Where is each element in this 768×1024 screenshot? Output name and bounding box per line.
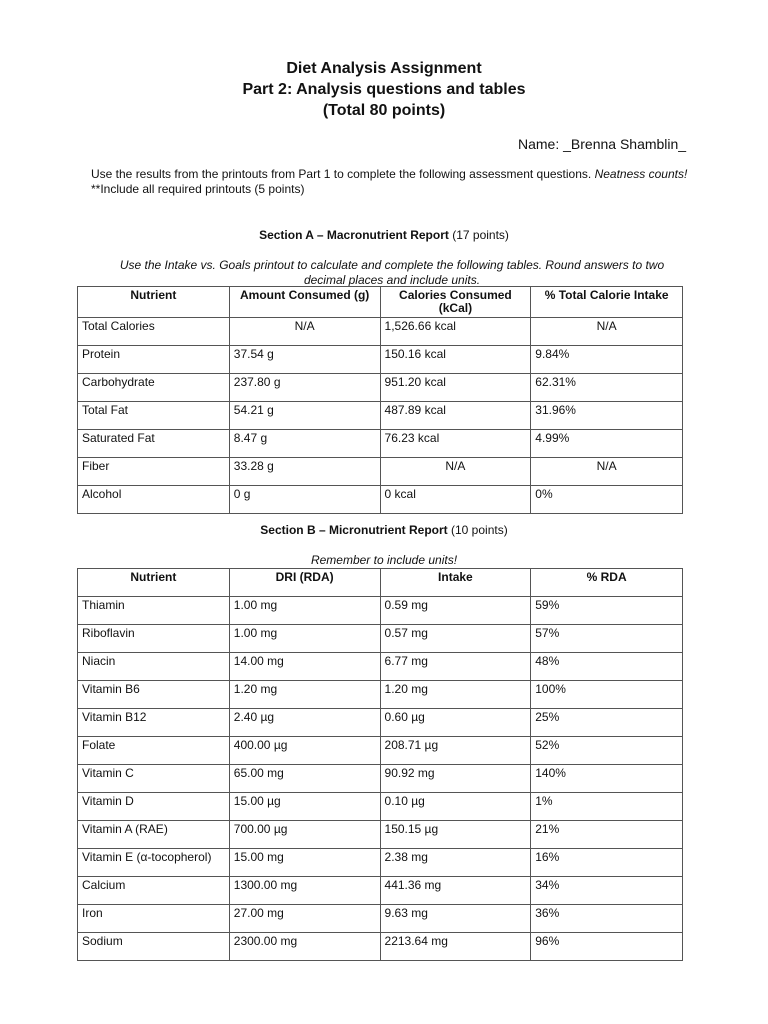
- column-header: Intake: [380, 569, 531, 597]
- total-points: (Total 80 points): [322, 102, 446, 119]
- table-row: [78, 486, 683, 514]
- table-cell: 1%: [531, 793, 683, 821]
- table-cell: Calcium: [78, 877, 230, 905]
- table-row: [78, 877, 683, 905]
- table-cell: 487.89 kcal: [380, 402, 531, 430]
- table-row: [78, 597, 683, 625]
- section-b-note: Remember to include units!: [310, 553, 458, 567]
- micronutrient-table: [77, 568, 683, 961]
- table-row: [78, 318, 683, 346]
- table-cell: 76.23 kcal: [380, 430, 531, 458]
- document-title: Diet Analysis Assignment: [286, 60, 482, 77]
- document-subtitle: Part 2: Analysis questions and tables: [242, 81, 526, 98]
- table-cell: 150.15 µg: [380, 821, 531, 849]
- table-cell: 36%: [531, 905, 683, 933]
- column-header: % RDA: [531, 569, 683, 597]
- table-row: [78, 430, 683, 458]
- table-cell: Folate: [78, 737, 230, 765]
- table-cell: 2.38 mg: [380, 849, 531, 877]
- table-row: [78, 346, 683, 374]
- table-cell: 54.21 g: [229, 402, 380, 430]
- table-row: [78, 765, 683, 793]
- table-row: [78, 625, 683, 653]
- table-cell: Fiber: [78, 458, 230, 486]
- table-cell: 96%: [531, 933, 683, 961]
- table-cell: 25%: [531, 709, 683, 737]
- table-cell: Total Calories: [78, 318, 230, 346]
- table-cell: 1,526.66 kcal: [380, 318, 531, 346]
- section-b-points: (10 points): [451, 523, 508, 537]
- table-cell: 0.10 µg: [380, 793, 531, 821]
- table-cell: 37.54 g: [229, 346, 380, 374]
- table-cell: 0 g: [229, 486, 380, 514]
- table-cell: 0%: [531, 486, 683, 514]
- table-cell: Riboflavin: [78, 625, 230, 653]
- table-cell: Vitamin D: [78, 793, 230, 821]
- table-cell: 208.71 µg: [380, 737, 531, 765]
- table-cell: Vitamin B12: [78, 709, 230, 737]
- table-row: [78, 653, 683, 681]
- table-cell: 57%: [531, 625, 683, 653]
- table-row: [78, 374, 683, 402]
- macronutrient-table: [77, 286, 683, 514]
- table-cell: 1.20 mg: [380, 681, 531, 709]
- table-cell: 1300.00 mg: [229, 877, 380, 905]
- table-cell: 4.99%: [531, 430, 683, 458]
- table-row: [78, 821, 683, 849]
- table-cell: Vitamin C: [78, 765, 230, 793]
- title-block: [0, 58, 768, 121]
- table-cell: Niacin: [78, 653, 230, 681]
- table-cell: Carbohydrate: [78, 374, 230, 402]
- table-cell: 6.77 mg: [380, 653, 531, 681]
- table-cell: 34%: [531, 877, 683, 905]
- table-row: [78, 793, 683, 821]
- section-a-points: (17 points): [452, 228, 509, 242]
- section-b-title: Section B – Micronutrient Report: [260, 523, 448, 537]
- table-cell: Saturated Fat: [78, 430, 230, 458]
- table-cell: 14.00 mg: [229, 653, 380, 681]
- section-a-title: Section A – Macronutrient Report: [259, 228, 449, 242]
- table-cell: Alcohol: [78, 486, 230, 514]
- table-cell: 90.92 mg: [380, 765, 531, 793]
- table-row: [78, 905, 683, 933]
- table-cell: 0 kcal: [380, 486, 531, 514]
- table-cell: 1.00 mg: [229, 597, 380, 625]
- table-cell: 27.00 mg: [229, 905, 380, 933]
- table-cell: 1.20 mg: [229, 681, 380, 709]
- table-cell: 48%: [531, 653, 683, 681]
- table-row: [78, 402, 683, 430]
- table-cell: 0.59 mg: [380, 597, 531, 625]
- table-row: [78, 737, 683, 765]
- instructions: [91, 167, 691, 197]
- table-cell: 700.00 µg: [229, 821, 380, 849]
- table-cell: 33.28 g: [229, 458, 380, 486]
- table-row: [78, 681, 683, 709]
- table-cell: 237.80 g: [229, 374, 380, 402]
- section-a-heading: [0, 228, 768, 242]
- column-header: DRI (RDA): [229, 569, 380, 597]
- table-row: [78, 933, 683, 961]
- table-cell: 65.00 mg: [229, 765, 380, 793]
- table-cell: 31.96%: [531, 402, 683, 430]
- section-b-heading: [0, 523, 768, 537]
- table-cell: Sodium: [78, 933, 230, 961]
- table-cell: 21%: [531, 821, 683, 849]
- instructions-text: Use the results from the printouts from Part 1 to complete the following assessment questions.: [91, 167, 592, 181]
- table-header-row: [78, 569, 683, 597]
- table-cell: Protein: [78, 346, 230, 374]
- table-cell: 59%: [531, 597, 683, 625]
- section-a-note: Use the Intake vs. Goals printout to calculate and complete the following tables. Round answers to two decimal places and include units.: [119, 258, 665, 287]
- table-row: [78, 709, 683, 737]
- table-cell: Iron: [78, 905, 230, 933]
- table-cell: N/A: [380, 458, 531, 486]
- table-cell: Thiamin: [78, 597, 230, 625]
- column-header: Nutrient: [78, 569, 230, 597]
- table-cell: 100%: [531, 681, 683, 709]
- table-cell: 16%: [531, 849, 683, 877]
- table-cell: N/A: [229, 318, 380, 346]
- table-cell: 140%: [531, 765, 683, 793]
- table-row: [78, 849, 683, 877]
- table-cell: Vitamin A (RAE): [78, 821, 230, 849]
- table-cell: Total Fat: [78, 402, 230, 430]
- table-cell: N/A: [531, 318, 683, 346]
- table-row: [78, 458, 683, 486]
- column-header: Calories Consumed (kCal): [380, 287, 531, 318]
- table-cell: 0.57 mg: [380, 625, 531, 653]
- table-cell: Vitamin B6: [78, 681, 230, 709]
- required-printouts-note: **Include all required printouts (5 points): [91, 182, 305, 196]
- table-cell: 8.47 g: [229, 430, 380, 458]
- table-cell: 15.00 µg: [229, 793, 380, 821]
- column-header: Nutrient: [78, 287, 230, 318]
- table-cell: 2.40 µg: [229, 709, 380, 737]
- table-cell: 2213.64 mg: [380, 933, 531, 961]
- instructions-emphasis: Neatness counts!: [594, 167, 688, 181]
- column-header: Amount Consumed (g): [229, 287, 380, 318]
- table-cell: 9.84%: [531, 346, 683, 374]
- student-name: Name: _Brenna Shamblin_: [518, 136, 687, 152]
- table-cell: Vitamin E (α-tocopherol): [78, 849, 230, 877]
- table-cell: 2300.00 mg: [229, 933, 380, 961]
- table-cell: 9.63 mg: [380, 905, 531, 933]
- table-cell: 0.60 µg: [380, 709, 531, 737]
- table-cell: 150.16 kcal: [380, 346, 531, 374]
- table-cell: 15.00 mg: [229, 849, 380, 877]
- table-cell: 62.31%: [531, 374, 683, 402]
- table-cell: 52%: [531, 737, 683, 765]
- table-cell: 1.00 mg: [229, 625, 380, 653]
- table-cell: 441.36 mg: [380, 877, 531, 905]
- table-cell: 951.20 kcal: [380, 374, 531, 402]
- table-header-row: [78, 287, 683, 318]
- table-cell: N/A: [531, 458, 683, 486]
- column-header: % Total Calorie Intake: [531, 287, 683, 318]
- table-cell: 400.00 µg: [229, 737, 380, 765]
